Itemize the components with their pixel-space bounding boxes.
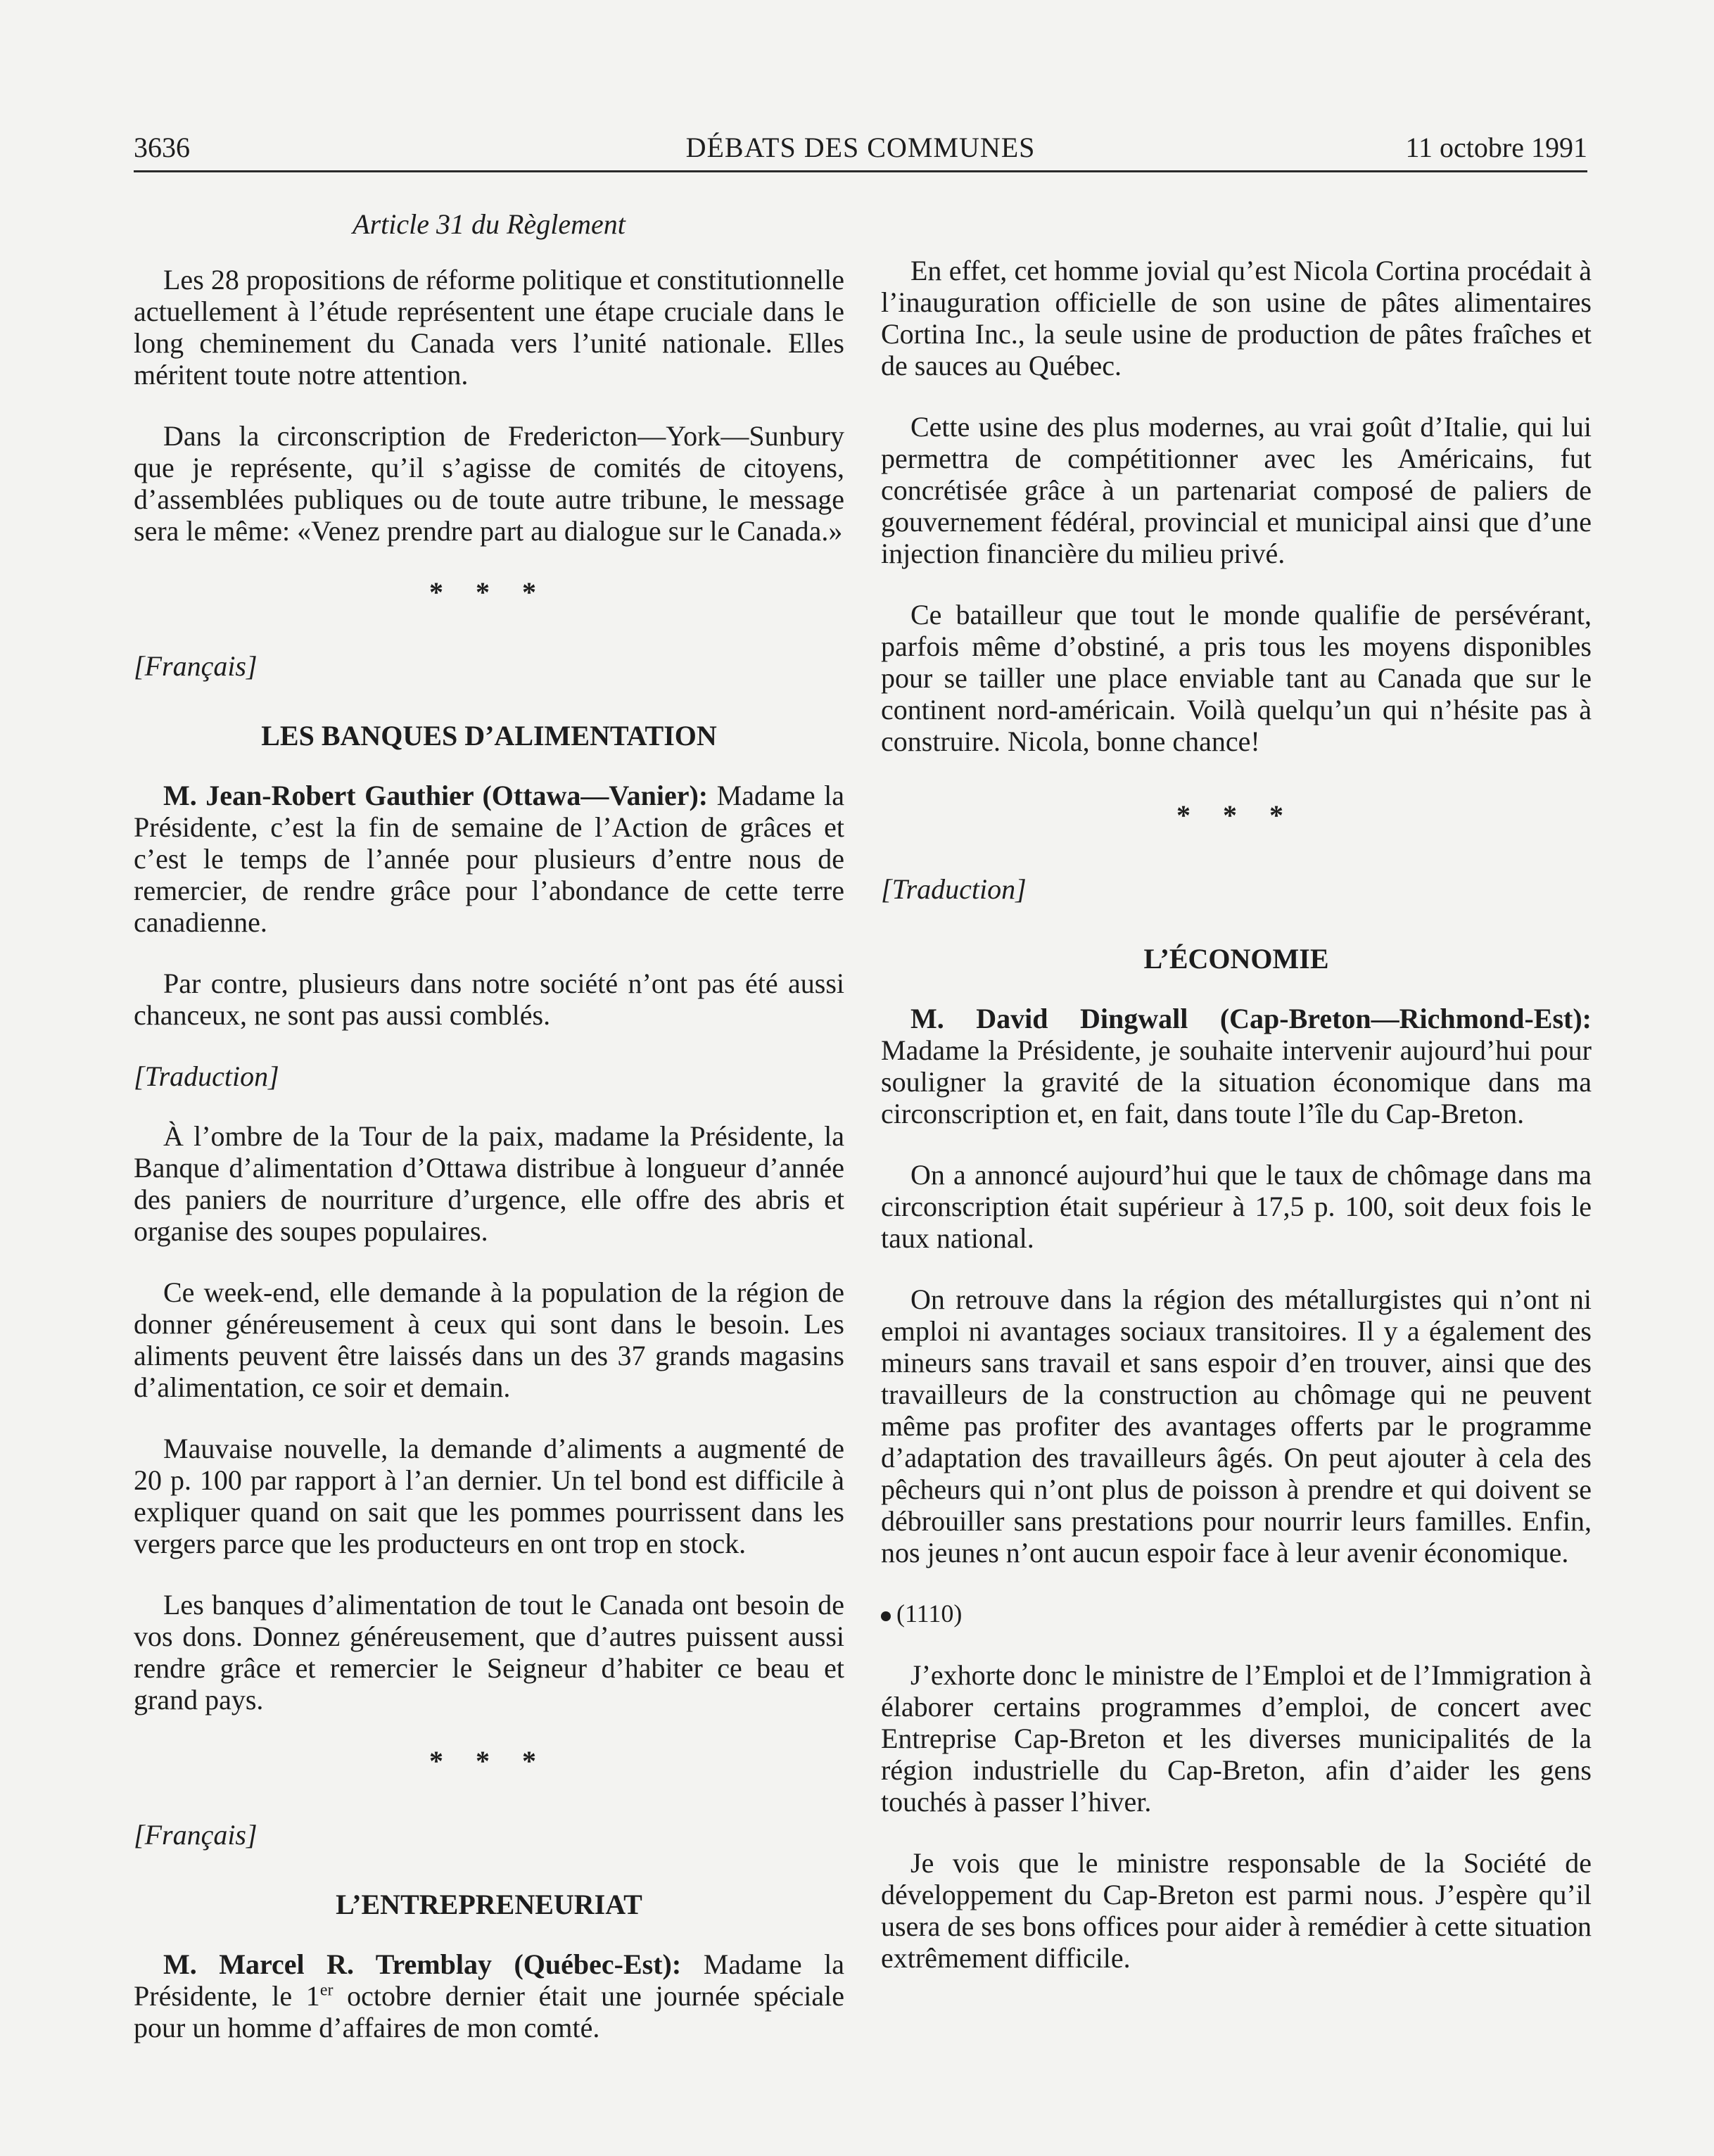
paragraph: En effet, cet homme jovial qu’est Nicola Cortina procédait à l’inauguration officielle de son usine de pâtes alimentaires Cortina Inc., la seule usine de production de pâtes fraîches et de sauces au Québec. <box>881 255 1592 381</box>
section-separator: * * * <box>429 576 549 608</box>
paragraph: Ce batailleur que tout le monde qualifie de persévérant, parfois même d’obstiné, a pris tous les moyens disponibles pour se tailler une place enviable tant au Canada que sur le continent nord-américain. Voilà quelqu’un qui n’hésite pas à construire. Nicola, bonne chance! <box>881 599 1592 757</box>
speech-text: Madame la Présidente, le 1 <box>134 1948 845 2012</box>
paragraph: Par contre, plusieurs dans notre société n’ont pas été aussi chanceux, ne sont pas aussi comblés. <box>134 968 844 1031</box>
article-caption: Article 31 du Règlement <box>353 208 626 240</box>
paragraph: On a annoncé aujourd’hui que le taux de chômage dans ma circonscription était supérieur à 17,5 p. 100, soit deux fois le taux national. <box>881 1159 1592 1254</box>
time-marker <box>881 1598 1592 1630</box>
speech-text: octobre dernier était une journée spéciale pour un homme d’affaires de mon comté. <box>134 1980 844 2043</box>
header-date: 11 octobre 1991 <box>1405 132 1587 163</box>
paragraph: Je vois que le ministre responsable de la Société de développement du Cap-Breton est parmi nous. J’espère qu’il usera de ses bons offices pour aider à remédier à cette situation extrêmement difficile. <box>881 1847 1592 1974</box>
speech-text: Madame la Présidente, c’est la fin de semaine de l’Action de grâces et c’est le temps de l’année pour plusieurs d’entre nous de remercier, de rendre grâce pour l’abondance de cette terre canadienne. <box>134 780 845 938</box>
paragraph: Dans la circonscription de Fredericton—York—Sunbury que je représente, qu’il s’agisse de comités de citoyens, d’assemblées publiques ou de toute autre tribune, le message sera le même: «Venez prendre part au dialogue sur le Canada.» <box>134 420 844 547</box>
publication-title: DÉBATS DES COMMUNES <box>685 132 1036 163</box>
page-number: 3636 <box>134 132 190 163</box>
running-header <box>134 127 1587 169</box>
time-marker-text: (1110) <box>896 1599 963 1628</box>
section-heading: L’ÉCONOMIE <box>1143 943 1329 975</box>
right-column <box>881 255 1592 2003</box>
paragraph: On retrouve dans la région des métallurgistes qui n’ont ni emploi ni avantages sociaux transitoires. Il y a également des mineurs sans travail et sans espoir d’en trouver, ainsi que des travailleurs de la construction au chômage qui ne peuvent même pas profiter des avantages offerts par le programme d’adaptation des travailleurs âgés. On peut ajouter à cela des pêcheurs qui n’ont plus de poisson à prendre et qui doivent se débrouiller sans prestations pour nourrir leurs familles. Enfin, nos jeunes n’ont aucun espoir face à leur avenir économique. <box>881 1283 1592 1568</box>
paragraph: Ce week-end, elle demande à la population de la région de donner généreusement à ceux qui sont dans le besoin. Les aliments peuvent être laissés dans un des 37 grands magasins d’alimentation, ce soir et demain. <box>134 1276 844 1403</box>
language-tag: [Français] <box>134 650 258 682</box>
bullet-icon <box>881 1611 891 1621</box>
paragraph: Mauvaise nouvelle, la demande d’aliments a augmenté de 20 p. 100 par rapport à l’an dernier. Un tel bond est difficile à expliquer quand on sait que les pommes pourrissent dans les vergers parce que les producteurs en ont trop en stock. <box>134 1433 844 1559</box>
paragraph: Les banques d’alimentation de tout le Canada ont besoin de vos dons. Donnez généreusement, que d’autres puissent aussi rendre grâce et remercier le Seigneur d’habiter ce beau et grand pays. <box>134 1589 844 1716</box>
paragraph: Cette usine des plus modernes, au vrai goût d’Italie, qui lui permettra de compétitionner avec les Américains, fut concrétisée grâce à un partenariat composé de paliers de gouvernement fédéral, provincial et municipal ainsi que d’une injection financière du milieu privé. <box>881 411 1592 569</box>
section-separator: * * * <box>429 1745 549 1777</box>
language-tag: [Traduction] <box>881 873 1027 905</box>
paragraph: J’exhorte donc le ministre de l’Emploi et de l’Immigration à élaborer certains programmes d’emploi, de concert avec Entreprise Cap-Breton et les diverses municipalités de la région industrielle du Cap-Breton, afin d’aider les gens touchés à passer l’hiver. <box>881 1659 1592 1818</box>
section-heading: L’ENTREPRENEURIAT <box>336 1889 642 1920</box>
paragraph: À l’ombre de la Tour de la paix, madame la Présidente, la Banque d’alimentation d’Ottawa distribue à longueur d’année des paniers de nourriture d’urgence, elle offre des abris et organise des soupes populaires. <box>134 1120 844 1247</box>
speech-paragraph <box>134 780 844 938</box>
section-separator: * * * <box>1176 799 1296 831</box>
superscript: er <box>319 1981 334 2000</box>
speech-paragraph <box>881 1003 1592 1129</box>
left-column <box>134 198 844 2073</box>
speaker-name: M. Marcel R. Tremblay (Québec-Est): <box>163 1948 682 1980</box>
language-tag: [Traduction] <box>134 1060 279 1092</box>
header-rule <box>134 170 1587 172</box>
speaker-name: M. David Dingwall (Cap-Breton—Richmond-Est): <box>910 1003 1592 1034</box>
paragraph: Les 28 propositions de réforme politique et constitutionnelle actuellement à l’étude représentent une étape cruciale dans le long cheminement du Canada vers l’unité nationale. Elles méritent toute notre attention. <box>134 264 844 391</box>
language-tag: [Français] <box>134 1819 258 1851</box>
speaker-name: M. Jean-Robert Gauthier (Ottawa—Vanier): <box>163 780 709 811</box>
speech-paragraph <box>134 1948 844 2043</box>
speech-text: Madame la Présidente, je souhaite intervenir aujourd’hui pour souligner la gravité de la situation économique dans ma circonscription et, en fait, dans toute l’île du Cap-Breton. <box>881 1034 1592 1129</box>
section-heading: LES BANQUES D’ALIMENTATION <box>261 720 717 752</box>
